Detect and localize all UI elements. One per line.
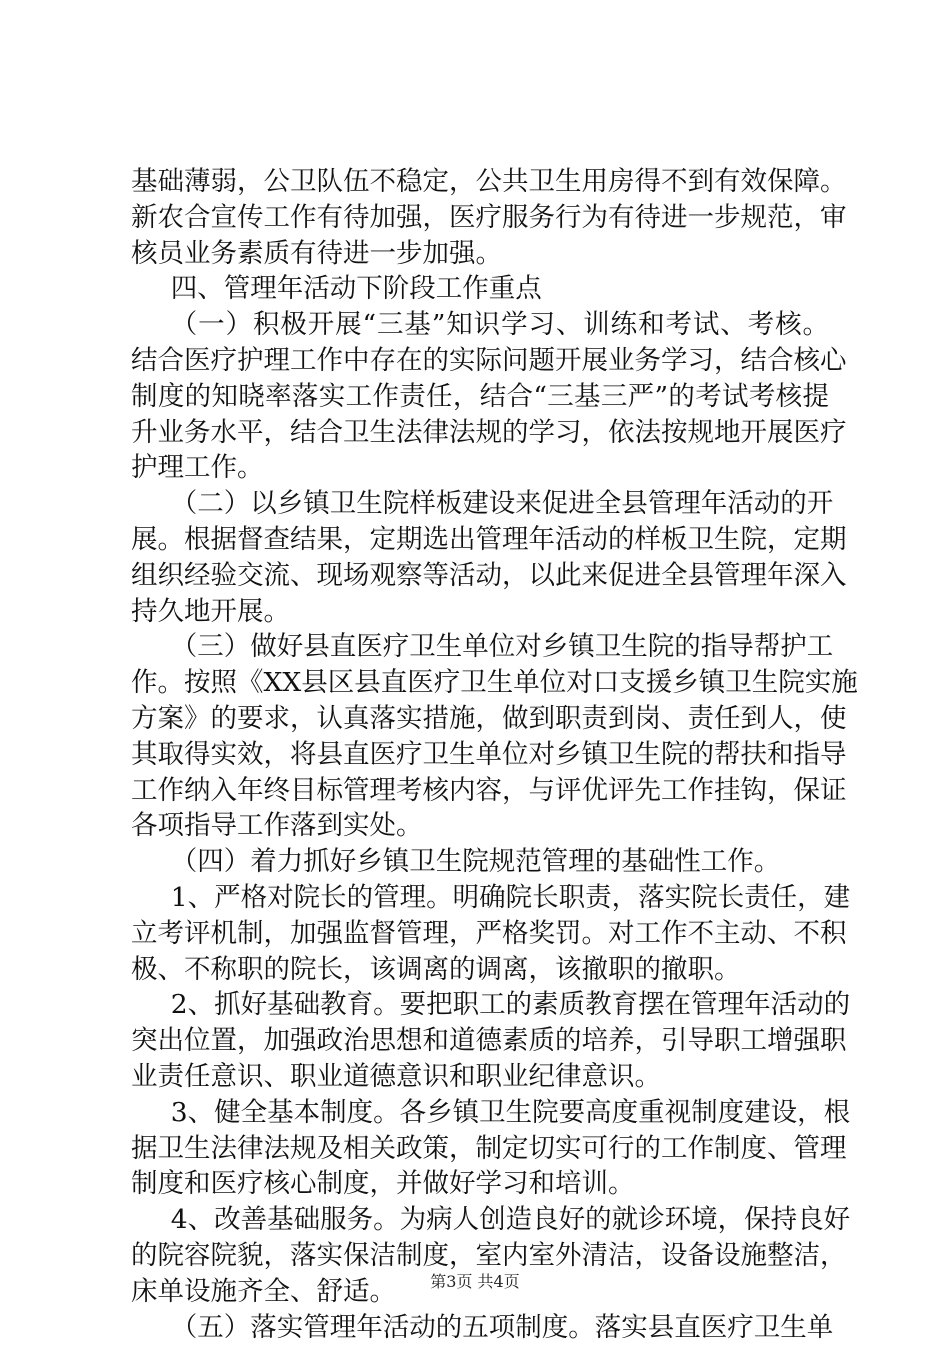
document-line: 3、健全基本制度。各乡镇卫生院要高度重视制度建设，根 — [131, 1095, 829, 1131]
document-line: 组织经验交流、现场观察等活动，以此来促进全县管理年深入 — [131, 558, 829, 594]
document-line: 制度和医疗核心制度，并做好学习和培训。 — [131, 1166, 829, 1202]
document-line: 立考评机制，加强监督管理，严格奖罚。对工作不主动、不积 — [131, 916, 829, 952]
document-line: 1、严格对院长的管理。明确院长职责，落实院长责任，建 — [131, 880, 829, 916]
document-line: 展。根据督查结果，定期选出管理年活动的样板卫生院，定期 — [131, 522, 829, 558]
document-line: 制度的知晓率落实工作责任，结合“三基三严”的考试考核提 — [131, 379, 829, 415]
document-line: 突出位置，加强政治思想和道德素质的培养，引导职工增强职 — [131, 1023, 829, 1059]
document-line: 据卫生法律法规及相关政策，制定切实可行的工作制度、管理 — [131, 1131, 829, 1167]
document-line: 业责任意识、职业道德意识和职业纪律意识。 — [131, 1059, 829, 1095]
document-line: 基础薄弱，公卫队伍不稳定，公共卫生用房得不到有效保障。 — [131, 164, 829, 200]
document-line: 2、抓好基础教育。要把职工的素质教育摆在管理年活动的 — [131, 987, 829, 1023]
document-line: 护理工作。 — [131, 450, 829, 486]
document-line: 四、管理年活动下阶段工作重点 — [131, 271, 829, 307]
document-line: （一）积极开展“三基”知识学习、训练和考试、考核。 — [131, 307, 829, 343]
page-footer: 第3页 共4页 — [0, 1271, 950, 1293]
document-line: 新农合宣传工作有待加强，医疗服务行为有待进一步规范，审 — [131, 200, 829, 236]
document-line: 持久地开展。 — [131, 594, 829, 630]
document-line: 方案》的要求，认真落实措施，做到职责到岗、责任到人，使 — [131, 701, 829, 737]
document-line: （二）以乡镇卫生院样板建设来促进全县管理年活动的开 — [131, 486, 829, 522]
document-line: 作。按照《XX县区县直医疗卫生单位对口支援乡镇卫生院实施 — [131, 665, 829, 701]
document-body — [131, 164, 829, 1345]
document-line: 核员业务素质有待进一步加强。 — [131, 236, 829, 272]
document-line: 极、不称职的院长，该调离的调离，该撤职的撤职。 — [131, 952, 829, 988]
document-line: （五）落实管理年活动的五项制度。落实县直医疗卫生单 — [131, 1310, 829, 1345]
document-line: 工作纳入年终目标管理考核内容，与评优评先工作挂钩，保证 — [131, 773, 829, 809]
document-line: 4、改善基础服务。为病人创造良好的就诊环境，保持良好 — [131, 1202, 829, 1238]
document-line: 各项指导工作落到实处。 — [131, 808, 829, 844]
document-line: 升业务水平，结合卫生法律法规的学习，依法按规地开展医疗 — [131, 415, 829, 451]
document-line: 其取得实效，将县直医疗卫生单位对乡镇卫生院的帮扶和指导 — [131, 737, 829, 773]
document-line: 结合医疗护理工作中存在的实际问题开展业务学习，结合核心 — [131, 343, 829, 379]
document-line: 的院容院貌，落实保洁制度，室内室外清洁，设备设施整洁， — [131, 1238, 829, 1274]
document-line: （三）做好县直医疗卫生单位对乡镇卫生院的指导帮护工 — [131, 629, 829, 665]
document-line: 床单设施齐全、舒适。 — [131, 1274, 829, 1310]
document-line: （四）着力抓好乡镇卫生院规范管理的基础性工作。 — [131, 844, 829, 880]
